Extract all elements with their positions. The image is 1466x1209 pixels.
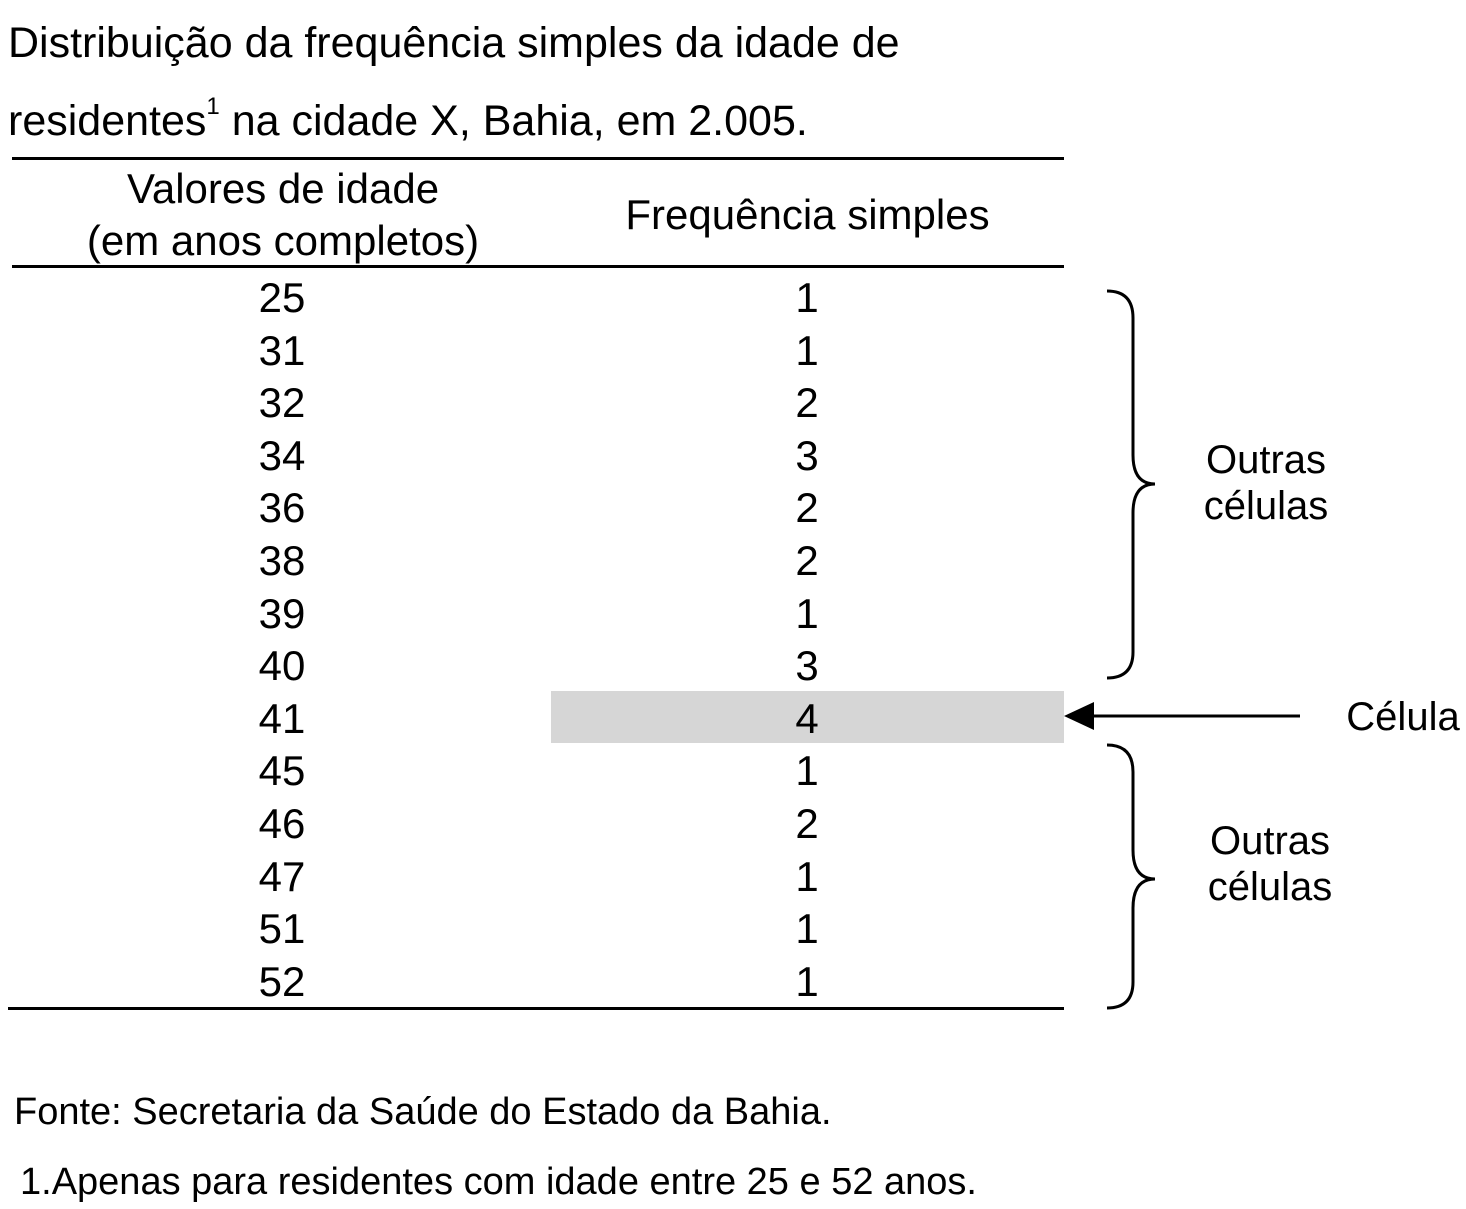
age-header-line-2: (em anos completos) bbox=[86, 217, 480, 264]
title-line-1: Distribuição da frequência simples da idade de bbox=[8, 19, 900, 67]
frequency-cell: 3 bbox=[795, 642, 819, 690]
age-cell: 32 bbox=[258, 379, 306, 427]
age-cell: 31 bbox=[258, 326, 306, 374]
frequency-cell: 1 bbox=[795, 326, 819, 374]
frequency-cell: 1 bbox=[795, 274, 819, 321]
title-line-2-start: residentes bbox=[8, 97, 207, 145]
age-cell: 52 bbox=[258, 957, 306, 1005]
cell-arrow-head bbox=[1064, 702, 1094, 730]
title-line-2-end: na cidade X, Bahia, em 2.005. bbox=[219, 97, 808, 145]
frequency-cell: 2 bbox=[795, 379, 819, 427]
age-cell: 41 bbox=[258, 694, 306, 742]
age-cell: 38 bbox=[258, 537, 306, 584]
upper-brace bbox=[1107, 291, 1155, 678]
frequency-cell: 1 bbox=[795, 852, 819, 900]
cell-label: Célula bbox=[1346, 695, 1460, 739]
age-cell: 34 bbox=[258, 431, 306, 479]
frequency-cell: 3 bbox=[795, 431, 819, 479]
frequency-column-header: Frequência simples bbox=[625, 191, 990, 238]
frequency-cell: 1 bbox=[795, 905, 819, 953]
frequency-cell: 1 bbox=[795, 589, 819, 637]
frequency-cell: 1 bbox=[795, 747, 819, 795]
frequency-cell: 2 bbox=[795, 484, 819, 532]
footnote: 1.Apenas para residentes com idade entre 25 e 52 anos. bbox=[20, 1161, 977, 1203]
frequency-cell: 2 bbox=[795, 537, 819, 584]
upper-other-cells-label: Outras células bbox=[1203, 438, 1329, 528]
age-cell: 51 bbox=[258, 905, 306, 953]
highlighted-frequency-cell: 4 bbox=[795, 694, 819, 742]
age-cell: 25 bbox=[258, 274, 306, 321]
age-cell: 40 bbox=[258, 642, 306, 690]
source-note: Fonte: Secretaria da Saúde do Estado da Bahia. bbox=[14, 1091, 832, 1133]
frequency-cell: 2 bbox=[795, 800, 819, 847]
age-cell: 45 bbox=[258, 747, 306, 795]
age-header-line-1: Valores de idade bbox=[126, 165, 440, 212]
footnote-marker: 1 bbox=[206, 92, 220, 120]
frequency-cell: 1 bbox=[795, 957, 819, 1005]
age-cell: 47 bbox=[258, 852, 306, 900]
age-cell: 46 bbox=[258, 800, 306, 847]
lower-other-cells-label: Outras células bbox=[1207, 819, 1333, 909]
age-cell: 36 bbox=[258, 484, 306, 532]
lower-brace bbox=[1107, 745, 1155, 1008]
age-cell: 39 bbox=[258, 589, 306, 637]
